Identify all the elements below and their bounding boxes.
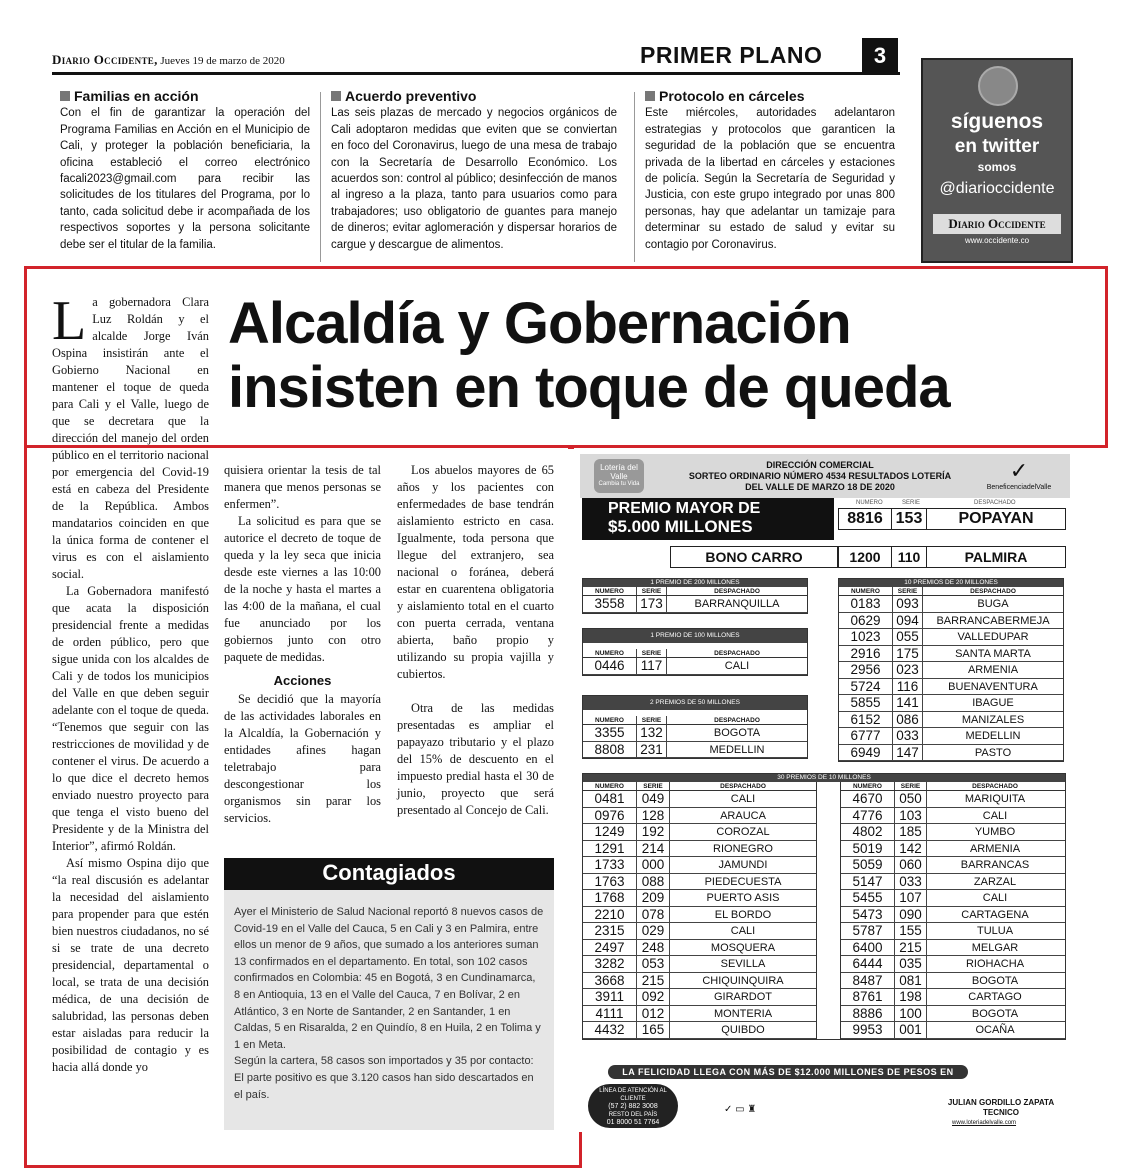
- result-numero: 5787: [841, 923, 895, 939]
- result-serie: 107: [895, 890, 927, 906]
- result-row: [841, 791, 1065, 808]
- result-numero: 3911: [583, 989, 637, 1005]
- result-serie: 141: [893, 695, 923, 711]
- paragraph: Los abuelos mayores de 65 años y los pacientes con enfermedades de base tendrán aislamiento estricto en casa. Igualmente, toda persona que llegue del extranjero, sea nacional o foránea, deberá estar en cuarentena obligatoria y aislamiento total en el cuarto con puerta cerrada, ventana abierta, baño propio y utilizando su propia vajilla y cubiertos.: [397, 463, 554, 681]
- result-serie: 050: [895, 791, 927, 807]
- result-serie: 094: [893, 613, 923, 629]
- result-serie: 214: [637, 841, 670, 857]
- result-row: [841, 923, 1065, 940]
- result-serie: 128: [637, 808, 670, 824]
- result-numero: 4111: [583, 1006, 637, 1022]
- result-serie: 000: [637, 857, 670, 873]
- result-row: [583, 874, 816, 891]
- result-ciudad: TULUA: [976, 925, 1014, 937]
- result-ciudad: CALI: [982, 809, 1008, 822]
- result-ciudad: IBAGUE: [972, 697, 1014, 709]
- result-serie: 147: [893, 745, 923, 761]
- result-row: [839, 646, 1063, 663]
- result-serie: 231: [637, 742, 667, 758]
- result-serie: 192: [637, 824, 670, 840]
- result-serie: 086: [893, 712, 923, 728]
- result-numero: 6777: [839, 728, 893, 744]
- result-serie: 209: [637, 890, 670, 906]
- result-row: [839, 596, 1063, 613]
- result-row: [841, 907, 1065, 924]
- result-ciudad: PUERTO ASIS: [706, 892, 780, 904]
- result-numero: 5724: [839, 679, 893, 695]
- result-serie: 088: [637, 874, 670, 890]
- brief-acuerdo: [331, 88, 617, 253]
- result-row: [841, 1006, 1065, 1023]
- result-numero: 0481: [583, 791, 637, 807]
- brief-text: Con el fin de garantizar la operación del Programa Familias en Acción en el Municipio de Cali, y proteger la población beneficiaria, la oficina estableció el correo electrónico facali2023@gmail.com para recibir las solicitudes de los titulares del Programa, por lo tanto, cada solicitud debe ir acompañada de los respectivos soportes y la persona solicitante debe ser el titular de la familia.: [60, 107, 310, 251]
- result-numero: 1763: [583, 874, 637, 890]
- result-ciudad: CALI: [730, 793, 756, 805]
- result-numero: 3668: [583, 973, 637, 989]
- result-ciudad: MEDELLIN: [965, 730, 1021, 742]
- result-ciudad: ZARZAL: [973, 875, 1017, 888]
- result-ciudad: CALI: [730, 925, 756, 937]
- result-serie: 012: [637, 1006, 670, 1022]
- bono-label: BONO CARRO: [670, 546, 838, 568]
- result-row: [839, 712, 1063, 729]
- ad-url: www.occidente.co: [964, 236, 1030, 245]
- issue-date: Jueves 19 de marzo de 2020: [160, 55, 285, 67]
- result-row: [583, 956, 816, 973]
- signature-block: JULIAN GORDILLO ZAPATA TECNICO: [947, 1098, 1055, 1117]
- result-ciudad: PIEDECUESTA: [704, 875, 782, 888]
- result-serie: 029: [637, 923, 670, 939]
- result-ciudad: VALLEDUPAR: [957, 631, 1029, 643]
- result-serie: 035: [895, 956, 927, 972]
- twitter-handle: @diarioccidente: [939, 180, 1055, 197]
- check-logo-icon: ✓: [1009, 458, 1029, 483]
- result-ciudad: BARRANCABERMEJA: [936, 614, 1050, 627]
- result-ciudad: CHIQUINQUIRA: [702, 974, 784, 987]
- result-ciudad: BARRANQUILLA: [694, 598, 780, 610]
- contagiados-title: Contagiados: [224, 858, 554, 890]
- result-ciudad: CALI: [724, 660, 750, 672]
- paper-name: Diario Occidente,: [52, 52, 158, 67]
- group-10: 30 PREMIOS DE 10 MILLONES NUMERO SERIE DESPACHADO 0481 049 CALI 0976 128 ARAUCA 1249 192 COROZAL 1291 214 RIONEGRO 1733 000 JAMUNDI 1763 088 PIEDECUESTA 1768 209 PUERTO ASIS 2210 078 EL BORDO 2315 029 CALI 2497 248 MOSQUERA 3282 053 SEVILLA 3668 215 CHIQUINQUIRA 3911 092 GIRARDOT 4111 012 MONTERIA 4432 165 QUIBDO NUMERO SERIE DESPACHADO 4670 050 MARIQUITA 4776 103 CALI 4802 185 YUMBO 5019 142 ARMENIA 5059 060 BARRANCAS 5147 033 ZARZAL 5455 107 CALI 5473 090 CARTAGENA 5787 155 TULUA 6400 215 MELGAR 6444 035 RIOHACHA 8487 081 BOGOTA 8761 198 CARTAGO 8886 100 BOGOTA 9953 001 OCAÑA: [582, 773, 1066, 1040]
- result-serie: 132: [637, 725, 667, 741]
- lottery-header: [580, 454, 1070, 498]
- result-serie: 248: [637, 940, 670, 956]
- brief-title: Acuerdo preventivo: [345, 88, 477, 104]
- result-ciudad: BUGA: [977, 598, 1009, 610]
- ad-line3: somos: [977, 160, 1017, 174]
- result-ciudad: MONTERIA: [713, 1007, 773, 1020]
- result-ciudad: QUIBDO: [721, 1024, 765, 1036]
- result-serie: 117: [637, 658, 667, 674]
- seal-icons: ✓ ▭ ♜: [724, 1104, 757, 1115]
- result-numero: 2210: [583, 907, 637, 923]
- header-rule: [52, 72, 900, 75]
- result-row: [583, 791, 816, 808]
- bullet-square-icon: [60, 91, 70, 101]
- result-numero: 2497: [583, 940, 637, 956]
- paragraph: Otra de las medidas presentadas es ampliar el papayazo tributario y el plazo del 15% de descuento en el impuesto predial hasta el 30 de junio, proyecto que será presentado al Concejo de Cali.: [397, 701, 554, 817]
- result-numero: 2956: [839, 662, 893, 678]
- result-numero: 5059: [841, 857, 895, 873]
- lottery-results: Lotería del Valle Cambia tu Vida DIRECCIÓN COMERCIAL SORTEO ORDINARIO NÚMERO 4534 RESULTADOS LOTERÍA DEL VALLE DE MARZO 18 DE 2020 ✓ BeneficenciadelValle PREMIO MAYOR DE $5.000 MILLONES NUMERO SERIE DESPACHADO 8816 153 POPAYAN BONO CARRO 1200 110 PALMIRA 1 PREMIO DE 200 MILLONES NUMERO SERIE DESPACHADO 3558 173 BARRANQUILLA 1 PREMIO DE 100 MILLONES NUMERO SERIE DESPACHADO 0446 117 CALI 2 PREMIOS DE 50 MILLONES NUMERO SERIE DESPACHADO 3355 132 BOGOTA 8808 231 MEDELLIN 10 PREMIOS DE 20 MILLONES NUMERO SERIE DESPACHADO 0183 093 BUGA 0629 094 BARRANCABERMEJA 1023 055 VALLEDUPAR 2916 175 SANTA MARTA 2956 023 ARMENIA 5724 116 BUENAVENTURA 5855 141 IBAGUE 6152 086 MANIZALES 6777 033 MEDELLIN 6949 147 PASTO 30 PREMIOS DE 10 MILLONES NUMERO SERIE DESPACHADO 0481 049 CALI 0976 128 ARAUCA 1249 192 COROZAL 1291 214 RIONEGRO 1733 000 JAMUNDI 1763 088 PIEDECUESTA 1768 209 PUERTO ASIS 2210 078 EL BORDO 2315 029 CALI 2497 248 MOSQUERA 3282 053 SEVILLA 3668 215 CHIQUINQUIRA 3911 092 GIRARDOT 4111 012 MONTERIA 4432 165 QUIBDO NUMERO SERIE DESPACHADO 4670 050 MARIQUITA 4776 103 CALI 4802 185 YUMBO 5019 142 ARMENIA 5059 060 BARRANCAS 5147 033 ZARZAL 5455 107 CALI 5473 090 CARTAGENA 5787 155 TULUA 6400 215 MELGAR 6444 035 RIOHACHA 8487 081 BOGOTA 8761 198 CARTAGO 8886 100 BOGOTA 9953 001 OCAÑA LA FELICIDAD LLEGA CON MÁS DE $12.000 MILLONES DE PESOS EN PREMIOS LÍNEA DE ATENCIÓN AL CLIENTE (57 2) 882 3008 RESTO DEL PAÍS 01 8000 51 7764 ✓ ▭ ♜ JULIAN GORDILLO ZAPATA TECNICO www.loteriadelvalle.com: [574, 448, 1076, 1132]
- result-serie: 001: [895, 1022, 927, 1038]
- paragraph: La Gobernadora manifestó que acata la disposición presidencial frente a medidas de orden público, pero que sigue unida con los alcaldes de Cali y de todos los municipios del Valle en que deben seguir adelante con el toque de queda. “Tenemos que seguir con las restricciones de movilidad y de contener el virus. De acuerdo a lo que dice el decreto hemos enviado nuestro proyecto para que tenga el visto bueno del Presidente y de la Ministra del Interior”, afirmó Roldán.: [52, 584, 209, 853]
- customer-line: LÍNEA DE ATENCIÓN AL CLIENTE (57 2) 882 3008 RESTO DEL PAÍS 01 8000 51 7764: [588, 1084, 678, 1128]
- result-row: [841, 808, 1065, 825]
- result-row: [839, 679, 1063, 696]
- result-ciudad: BOGOTA: [971, 1007, 1019, 1020]
- result-row: [839, 662, 1063, 679]
- result-serie: 103: [895, 808, 927, 824]
- result-row: [841, 956, 1065, 973]
- result-serie: 055: [893, 629, 923, 645]
- brief-protocolo: [645, 88, 895, 253]
- result-ciudad: OCAÑA: [975, 1024, 1015, 1036]
- result-serie: 093: [893, 596, 923, 612]
- loteria-logo: Lotería del Valle Cambia tu Vida: [594, 459, 644, 493]
- result-numero: 8886: [841, 1006, 895, 1022]
- result-ciudad: MEDELLIN: [709, 743, 765, 756]
- result-serie: 215: [637, 973, 670, 989]
- result-serie: 090: [895, 907, 927, 923]
- result-ciudad: RIOHACHA: [965, 958, 1025, 970]
- headline: [228, 292, 1088, 420]
- mayor-ciudad: POPAYAN: [926, 508, 1066, 530]
- result-ciudad: MOSQUERA: [710, 941, 776, 954]
- bullet-square-icon: [331, 91, 341, 101]
- result-row: [841, 1022, 1065, 1039]
- result-ciudad: BUENAVENTURA: [948, 680, 1038, 693]
- paragraph: quisiera orientar la tesis de tal manera que menos personas se enfermen”.: [224, 463, 381, 511]
- result-serie: 142: [895, 841, 927, 857]
- masthead-line: [52, 52, 285, 68]
- result-numero: 9953: [841, 1022, 895, 1038]
- result-row: [583, 742, 807, 759]
- bono-ciudad: PALMIRA: [926, 546, 1066, 568]
- mayor-numero: 8816: [838, 508, 892, 530]
- headline-line2: insisten en toque de queda: [228, 355, 950, 420]
- result-row: [583, 596, 807, 613]
- result-row: [583, 1006, 816, 1023]
- result-serie: 053: [637, 956, 670, 972]
- page-number: 3: [862, 38, 898, 74]
- result-serie: 033: [895, 874, 927, 890]
- result-numero: 0976: [583, 808, 637, 824]
- result-numero: 1768: [583, 890, 637, 906]
- result-row: [841, 989, 1065, 1006]
- result-numero: 0183: [839, 596, 893, 612]
- result-ciudad: GIRARDOT: [713, 991, 773, 1003]
- result-serie: 023: [893, 662, 923, 678]
- result-numero: 4432: [583, 1022, 637, 1038]
- ad-logo: Diario Occidente: [933, 214, 1061, 234]
- result-row: [583, 989, 816, 1006]
- result-row: [841, 857, 1065, 874]
- brief-text: Este miércoles, autoridades adelantaron estrategias y protocolos que garanticen la seguridad de la población que se encuentra privada de la libertad en cárceles y estaciones de policía. Según la Secretaría de Seguridad y Justicia, con este grupo integrado por unas 800 personas, hay que adelantar un tamizaje para determinar su estado de salud y evitar su contagio por Coronavirus.: [645, 107, 895, 251]
- result-ciudad: COROZAL: [716, 826, 770, 838]
- twitter-ad[interactable]: [921, 58, 1073, 263]
- column-divider: [320, 92, 321, 262]
- result-serie: 175: [893, 646, 923, 662]
- result-row: [839, 613, 1063, 630]
- result-numero: 1291: [583, 841, 637, 857]
- result-serie: 100: [895, 1006, 927, 1022]
- result-ciudad: ARMENIA: [967, 664, 1019, 676]
- result-numero: 6152: [839, 712, 893, 728]
- result-serie: 165: [637, 1022, 670, 1038]
- result-row: [839, 745, 1063, 762]
- result-numero: 2315: [583, 923, 637, 939]
- result-numero: 8761: [841, 989, 895, 1005]
- result-numero: 8487: [841, 973, 895, 989]
- result-row: [839, 728, 1063, 745]
- result-numero: 4776: [841, 808, 895, 824]
- result-numero: 6444: [841, 956, 895, 972]
- bird-icon: [978, 66, 1018, 106]
- section-title: PRIMER PLANO: [640, 42, 823, 68]
- result-serie: 116: [893, 679, 923, 695]
- beneficencia-logo: ✓ BeneficenciadelValle: [980, 458, 1058, 494]
- result-ciudad: JAMUNDI: [718, 859, 768, 871]
- group-200: 1 PREMIO DE 200 MILLONES NUMERO SERIE DESPACHADO 3558 173 BARRANQUILLA: [582, 578, 808, 614]
- result-serie: 078: [637, 907, 670, 923]
- result-ciudad: SEVILLA: [720, 958, 766, 970]
- result-row: [841, 874, 1065, 891]
- felicidad-banner: LA FELICIDAD LLEGA CON MÁS DE $12.000 MILLONES DE PESOS EN PREMIOS: [608, 1065, 968, 1079]
- result-row: [839, 629, 1063, 646]
- result-ciudad: SANTA MARTA: [955, 647, 1031, 660]
- result-ciudad: EL BORDO: [714, 908, 772, 921]
- result-numero: 6400: [841, 940, 895, 956]
- result-row: [583, 824, 816, 841]
- result-serie: 215: [895, 940, 927, 956]
- result-row: [583, 658, 807, 675]
- result-serie: 173: [637, 596, 667, 612]
- result-ciudad: RIONEGRO: [713, 842, 773, 855]
- bullet-square-icon: [645, 91, 655, 101]
- result-numero: 4802: [841, 824, 895, 840]
- result-numero: 5855: [839, 695, 893, 711]
- contagiados-text: Según la cartera, 58 casos son importados y 35 por contacto: El parte positivo es que 3.120 casos han sido descartados en el país.: [234, 1055, 534, 1101]
- paragraph: La solicitud es para que se autorice el decreto de toque de queda y la ley seca que inicia desde este viernes a las 10:00 de la noche y hasta el martes a las 4:00 de la mañana, el cual fue anunciado por los gobiernos junto con otro paquete de medidas.: [224, 514, 381, 664]
- result-ciudad: CARTAGENA: [961, 908, 1029, 921]
- column-divider: [634, 92, 635, 262]
- drop-cap: L: [52, 290, 87, 352]
- result-numero: 3558: [583, 596, 637, 612]
- result-row: [583, 890, 816, 907]
- result-row: [583, 973, 816, 990]
- lottery-web-link[interactable]: www.loteriadelvalle.com: [952, 1120, 1017, 1126]
- result-row: [583, 907, 816, 924]
- result-serie: 049: [637, 791, 670, 807]
- result-numero: 0446: [583, 658, 637, 674]
- bono-serie: 110: [891, 546, 927, 568]
- result-ciudad: BARRANCAS: [960, 859, 1030, 871]
- result-ciudad: MELGAR: [971, 941, 1019, 954]
- group-20: 10 PREMIOS DE 20 MILLONES NUMERO SERIE DESPACHADO 0183 093 BUGA 0629 094 BARRANCABERMEJA 1023 055 VALLEDUPAR 2916 175 SANTA MARTA 2956 023 ARMENIA 5724 116 BUENAVENTURA 5855 141 IBAGUE 6152 086 MANIZALES 6777 033 MEDELLIN 6949 147 PASTO: [838, 578, 1064, 762]
- result-row: [583, 923, 816, 940]
- article-column-1: [52, 290, 209, 1076]
- contagiados-box: [224, 858, 554, 1130]
- brief-title: Familias en acción: [74, 88, 199, 104]
- bono-numero: 1200: [838, 546, 892, 568]
- result-numero: 5147: [841, 874, 895, 890]
- result-numero: 6949: [839, 745, 893, 761]
- paragraph: Así mismo Ospina dijo que “la real discusión es adelantar la necesidad del aislamiento para propender para que estén bien nuestros ciudadanos, no sé si se trate de una decreto presidencial, departamental o local, se trata de una decisión médica, de una decisión de salubridad, las personas deben estar aisladas para reducir la posibilidad de contagio y es hacia allá donde yo: [52, 856, 209, 1074]
- article-column-3: [397, 462, 554, 819]
- result-serie: 185: [895, 824, 927, 840]
- result-serie: 198: [895, 989, 927, 1005]
- result-row: [583, 857, 816, 874]
- ad-line2: en twitter: [954, 136, 1040, 157]
- result-numero: 5473: [841, 907, 895, 923]
- result-serie: 155: [895, 923, 927, 939]
- result-row: [583, 725, 807, 742]
- result-serie: 060: [895, 857, 927, 873]
- result-row: [583, 940, 816, 957]
- result-ciudad: MARIQUITA: [964, 793, 1026, 805]
- result-row: [583, 1022, 816, 1039]
- group-100: 1 PREMIO DE 100 MILLONES NUMERO SERIE DESPACHADO 0446 117 CALI: [582, 628, 808, 676]
- paragraph: a gobernadora Clara Luz Roldán y el alcalde Jorge Iván Ospina insistirán ante el Gobierno Nacional en mantener el toque de queda para Cali y el Valle, luego de que se decretara que la dirección del manejo del orden público en el territorio nacional por emergencia del Covid-19 está en cabeza del Presidente de la República. Ambos mandatarios coinciden en que la única forma de contener el virus es con el aislamiento social.: [52, 295, 209, 581]
- headline-line1: Alcaldía y Gobernación: [228, 291, 851, 356]
- result-ciudad: PASTO: [974, 746, 1012, 759]
- result-row: [841, 824, 1065, 841]
- result-row: [841, 841, 1065, 858]
- result-row: [841, 940, 1065, 957]
- result-serie: 033: [893, 728, 923, 744]
- brief-familias: [60, 88, 310, 253]
- result-serie: 081: [895, 973, 927, 989]
- result-numero: 3355: [583, 725, 637, 741]
- result-row: [839, 695, 1063, 712]
- result-ciudad: BOGOTA: [971, 974, 1019, 987]
- group-50: 2 PREMIOS DE 50 MILLONES NUMERO SERIE DESPACHADO 3355 132 BOGOTA 8808 231 MEDELLIN: [582, 695, 808, 759]
- brief-text: Las seis plazas de mercado y negocios orgánicos de Cali adoptaron medidas que eviten que se conviertan en foco del Coronavirus, luego de una mesa de trabajo con la Secretaría de Desarrollo Económico. Los acuerdos son: control al público; desinfección de manos al ingreso a la plaza, tanto para usuarios como para trabajadores; uso obligatorio de guantes para manejo de dineros; evitar aglomeración y dispersar horarios de cargue y descargue de alimentos.: [331, 107, 617, 251]
- result-row: [841, 890, 1065, 907]
- result-numero: 1733: [583, 857, 637, 873]
- result-row: [583, 808, 816, 825]
- premio-mayor-banner: PREMIO MAYOR DE $5.000 MILLONES: [582, 498, 834, 540]
- result-numero: 8808: [583, 742, 637, 758]
- paragraph: Se decidió que la mayoría de las actividades laborales en la Alcaldía, la Gobernación y entidades afines hagan teletrabajo para descongestionar los organismos sin parar los servicios.: [224, 692, 381, 825]
- result-ciudad: YUMBO: [974, 826, 1016, 838]
- article-column-2: [224, 462, 381, 827]
- result-numero: 3282: [583, 956, 637, 972]
- subheading: Acciones: [273, 673, 332, 688]
- result-numero: 5019: [841, 841, 895, 857]
- lottery-title: DIRECCIÓN COMERCIAL SORTEO ORDINARIO NÚMERO 4534 RESULTADOS LOTERÍA DEL VALLE DE MARZO 18 DE 2020: [688, 460, 952, 492]
- result-numero: 1249: [583, 824, 637, 840]
- result-ciudad: ARMENIA: [969, 842, 1021, 855]
- contagiados-text: Ayer el Ministerio de Salud Nacional reportó 8 nuevos casos de Covid-19 en el Valle del Cauca, 5 en Cali y 3 en Palmira, entre ellos un menor de 9 años, que sumado a los anteriores suman 13 confirmados en el departamento. En total, son 102 casos confirmados en Colombia: 45 en Bogotá, 3 en Cundinamarca, 8 en Antioquia, 13 en el Valle del Cauca, 7 en Bolívar, 2 en Atlántico, 3 en Norte de Santander, 2 en Santander, 1 en Caldas, 5 en Risaralda, 2 en Quindío, 8 en Huila, 2 en Tolima y 1 en Meta.: [234, 906, 544, 1051]
- result-numero: 4670: [841, 791, 895, 807]
- result-serie: 092: [637, 989, 670, 1005]
- result-ciudad: BOGOTA: [713, 727, 761, 739]
- result-ciudad: CALI: [982, 892, 1008, 904]
- result-row: [841, 973, 1065, 990]
- result-ciudad: ARAUCA: [720, 809, 766, 822]
- result-ciudad: CARTAGO: [968, 991, 1022, 1003]
- brief-title: Protocolo en cárceles: [659, 88, 805, 104]
- result-row: [583, 841, 816, 858]
- mayor-serie: 153: [891, 508, 927, 530]
- result-numero: 1023: [839, 629, 893, 645]
- result-numero: 0629: [839, 613, 893, 629]
- result-numero: 2916: [839, 646, 893, 662]
- result-numero: 5455: [841, 890, 895, 906]
- result-ciudad: MANIZALES: [961, 713, 1025, 726]
- ad-line1: síguenos: [950, 110, 1044, 133]
